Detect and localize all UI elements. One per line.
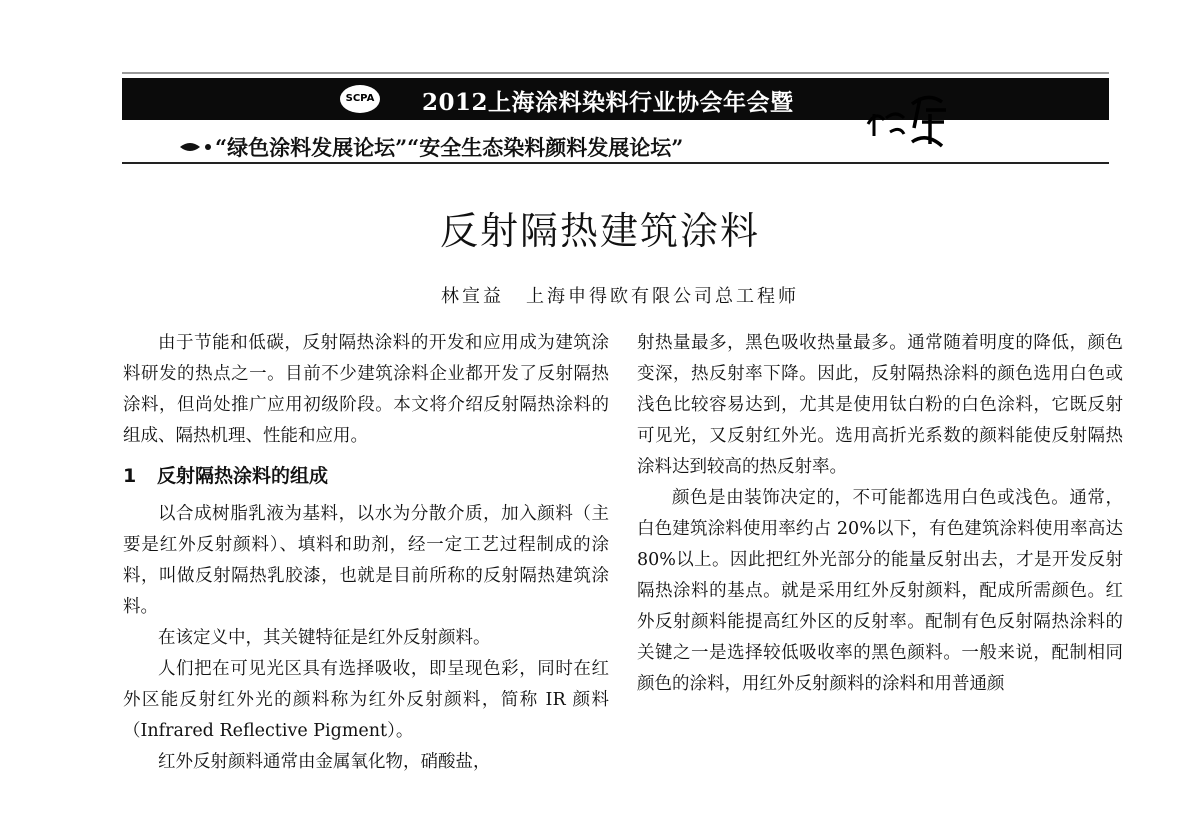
body-paragraph: 在该定义中，其关键特征是红外反射颜料。: [158, 628, 491, 648]
body-paragraph: 人们把在可见光区具有选择吸收，即呈现色彩，同时在红外区能反射红外光的颜料称为红外反射颜料，简称 IR 颜料（Infrared Reflective Pigment）。: [123, 659, 609, 741]
section-heading: [123, 458, 609, 494]
header-bottom-rule: [122, 162, 1109, 164]
association-logo: SCPA: [340, 85, 380, 113]
intro-paragraph: 由于节能和低碳，反射隔热涂料的开发和应用成为建筑涂料研发的热点之一。目前不少建筑涂料企业都开发了反射隔热涂料，但尚处推广应用初级阶段。本文将介绍反射隔热涂料的组成、隔热机理、性能和应用。: [123, 333, 609, 446]
body-paragraph: 红外反射颜料通常由金属氧化物，硝酸盐，: [158, 752, 491, 772]
author-name: 林宣益: [441, 286, 504, 307]
section-title: 反射隔热涂料的组成: [157, 465, 329, 487]
calligraphy-seal-icon: [860, 84, 960, 154]
author-affiliation: 上海申得欧有限公司总工程师: [526, 286, 799, 307]
header-top-rule: [122, 72, 1109, 74]
ribbon-icon: [178, 138, 220, 156]
byline: [0, 282, 1200, 308]
section-number: 1: [123, 465, 137, 487]
left-column: [123, 328, 609, 778]
article-title: 反射隔热建筑涂料: [439, 209, 760, 253]
body-paragraph: 颜色是由装饰决定的，不可能都选用白色或浅色。通常，白色建筑涂料使用率约占 20%以下，有色建筑涂料使用率高达 80%以上。因此把红外光部分的能量反射出去，才是开发反射隔热涂料的基点。就是采用红外反射颜料，配成所需颜色。红外反射颜料能提高红外区的反射率。配制有色反射隔热涂料的关键之一是选择较低吸收率的黑色颜料。一般来说，配制相同颜色的涂料，用红外反射颜料的涂料和用普通颜: [637, 488, 1123, 694]
right-column: [637, 328, 1123, 700]
body-paragraph: 以合成树脂乳液为基料，以水为分散介质，加入颜料（主要是红外反射颜料）、填料和助剂，经一定工艺过程制成的涂料，叫做反射隔热乳胶漆，也就是目前所称的反射隔热建筑涂料。: [123, 504, 609, 617]
header-banner: [122, 78, 1109, 120]
banner-title: 2012上海涂料染料行业协会年会暨: [422, 89, 794, 116]
forum-subtitle: “绿色涂料发展论坛”“安全生态染料颜料发展论坛”: [215, 135, 684, 160]
body-paragraph: 射热量最多，黑色吸收热量最多。通常随着明度的降低，颜色变深，热反射率下降。因此，反射隔热涂料的颜色选用白色或浅色比较容易达到，尤其是使用钛白粉的白色涂料，它既反射可见光，又反射红外光。选用高折光系数的颜料能使反射隔热涂料达到较高的热反射率。: [637, 333, 1123, 477]
